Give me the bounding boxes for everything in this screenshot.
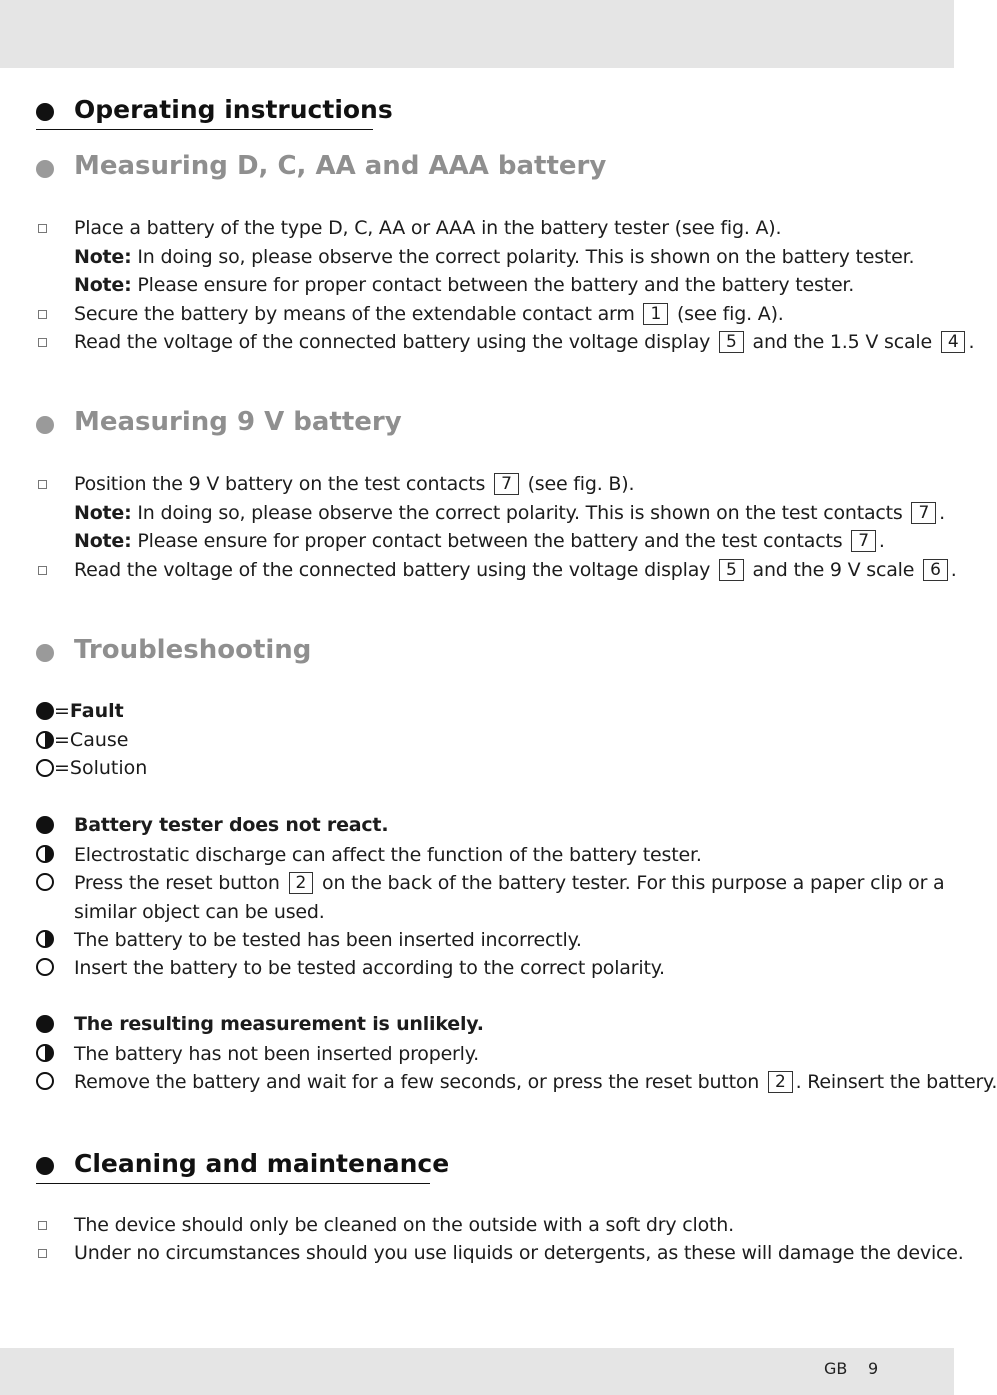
solution-icon	[36, 958, 54, 976]
heading-underline	[36, 129, 373, 130]
cause-text: Electrostatic discharge can affect the function of the battery tester.	[74, 844, 702, 866]
cause-text: The battery to be tested has been inserted incorrectly.	[74, 929, 582, 951]
list-checkbox-icon	[38, 224, 47, 233]
heading-troubleshooting: Troubleshooting	[74, 635, 312, 665]
list-item: Read the voltage of the connected battery using the voltage display 5 and the 9 V scale 6 .	[74, 559, 957, 581]
fault-text: Battery tester does not react.	[74, 814, 389, 836]
solution-text: Insert the battery to be tested according to the correct polarity.	[74, 957, 665, 979]
part-number: 5	[719, 331, 744, 353]
legend-fault: =Fault	[36, 699, 124, 723]
cause-icon	[36, 930, 54, 948]
subsection-bullet-icon	[36, 644, 54, 662]
solution-icon	[36, 873, 54, 891]
heading-measuring-dcaa: Measuring D, C, AA and AAA battery	[74, 151, 607, 181]
list-item: Under no circumstances should you use liquids or detergents, as these will damage the device.	[74, 1242, 964, 1264]
cause-icon	[36, 845, 54, 863]
part-number: 1	[643, 303, 668, 325]
footer-band	[0, 1348, 954, 1395]
part-number: 6	[923, 559, 948, 581]
subsection-bullet-icon	[36, 416, 54, 434]
note-line: Note: In doing so, please observe the correct polarity. This is shown on the test contacts 7 .	[74, 502, 945, 524]
header-band	[0, 0, 954, 68]
cause-text: The battery has not been inserted properly.	[74, 1043, 479, 1065]
list-item: Read the voltage of the connected battery using the voltage display 5 and the 1.5 V scale 4 .	[74, 331, 975, 353]
list-item: Place a battery of the type D, C, AA or AAA in the battery tester (see fig. A).	[74, 217, 782, 239]
legend-solution: =Solution	[36, 756, 147, 780]
note-line: Note: In doing so, please observe the correct polarity. This is shown on the battery tester.	[74, 246, 915, 268]
part-number: 4	[941, 331, 966, 353]
heading-measuring-9v: Measuring 9 V battery	[74, 407, 402, 437]
part-number: 2	[289, 872, 314, 894]
part-number: 5	[719, 559, 744, 581]
section-bullet-icon	[36, 103, 54, 121]
heading-underline	[36, 1183, 430, 1184]
cause-icon	[36, 1044, 54, 1062]
fault-icon	[36, 1015, 54, 1033]
footer-language: GB	[824, 1359, 848, 1378]
fault-text: The resulting measurement is unlikely.	[74, 1013, 484, 1035]
solution-text: Press the reset button 2 on the back of the battery tester. For this purpose a paper clip or a	[74, 872, 945, 894]
list-item: Position the 9 V battery on the test contacts 7 (see fig. B).	[74, 473, 635, 495]
fault-icon	[36, 702, 54, 720]
list-item: Secure the battery by means of the extendable contact arm 1 (see fig. A).	[74, 303, 784, 325]
legend-cause: =Cause	[36, 728, 128, 752]
part-number: 7	[851, 530, 876, 552]
solution-text-cont: similar object can be used.	[74, 901, 325, 923]
list-checkbox-icon	[38, 310, 47, 319]
list-item: The device should only be cleaned on the outside with a soft dry cloth.	[74, 1214, 734, 1236]
note-line: Note: Please ensure for proper contact between the battery and the test contacts 7 .	[74, 530, 885, 552]
page-number: 9	[868, 1359, 879, 1378]
subsection-bullet-icon	[36, 160, 54, 178]
note-line: Note: Please ensure for proper contact between the battery and the battery tester.	[74, 274, 855, 296]
solution-icon	[36, 1072, 54, 1090]
solution-text: Remove the battery and wait for a few seconds, or press the reset button 2 . Reinsert the battery.	[74, 1071, 997, 1093]
cause-icon	[36, 731, 54, 749]
list-checkbox-icon	[38, 1249, 47, 1258]
heading-operating-instructions: Operating instructions	[74, 95, 393, 124]
part-number: 2	[768, 1071, 793, 1093]
list-checkbox-icon	[38, 1221, 47, 1230]
heading-cleaning-maintenance: Cleaning and maintenance	[74, 1149, 450, 1178]
fault-icon	[36, 816, 54, 834]
part-number: 7	[494, 473, 519, 495]
solution-icon	[36, 759, 54, 777]
list-checkbox-icon	[38, 338, 47, 347]
part-number: 7	[911, 502, 936, 524]
section-bullet-icon	[36, 1157, 54, 1175]
list-checkbox-icon	[38, 480, 47, 489]
list-checkbox-icon	[38, 566, 47, 575]
